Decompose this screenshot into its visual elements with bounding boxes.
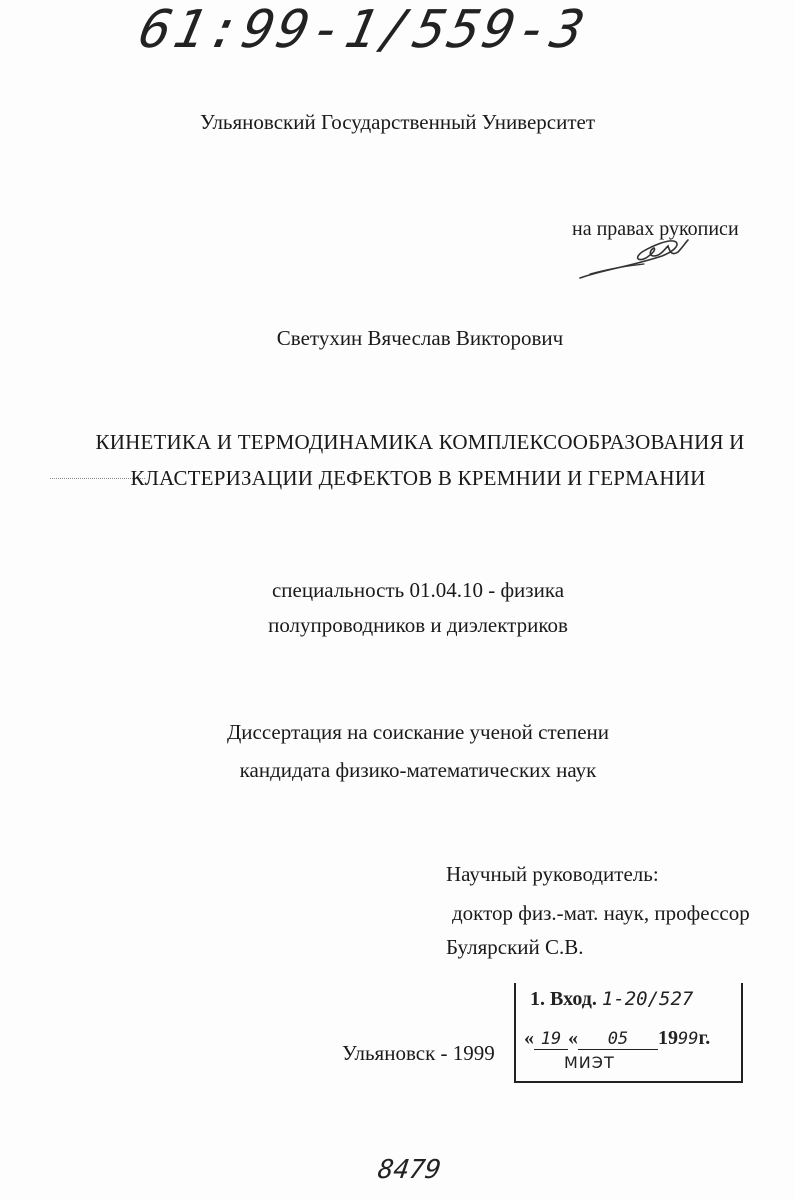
- signature-icon: [572, 228, 692, 288]
- stamp-date-open-quote: «: [524, 1027, 534, 1049]
- registration-stamp: [514, 983, 743, 1083]
- stamp-date-line: [524, 1027, 710, 1050]
- author-name: Светухин Вячеслав Викторович: [276, 326, 564, 350]
- supervisor-name: Булярский С.В.: [446, 935, 584, 959]
- handwritten-archive-code: 61:99-1/559-3: [133, 0, 593, 60]
- stamp-entry-line: [530, 988, 693, 1011]
- stamp-date-year-prefix: 19: [658, 1027, 678, 1049]
- specialty-line-1: специальность 01.04.10 - физика: [271, 578, 565, 602]
- dissertation-line-2: кандидата физико-математических наук: [239, 758, 597, 782]
- city-year: Ульяновск - 1999: [342, 1041, 495, 1065]
- handwritten-bottom-number: 8479: [375, 1155, 443, 1185]
- thesis-title-line-2: КЛАСТЕРИЗАЦИИ ДЕФЕКТОВ В КРЕМНИИ И ГЕРМАНИИ: [130, 466, 706, 490]
- stamp-bottom-border: [514, 1081, 743, 1083]
- manuscript-note: на правах рукописи: [572, 218, 739, 240]
- university-name: Ульяновский Государственный Университет: [199, 110, 596, 134]
- stamp-organization: МИЭТ: [564, 1053, 615, 1072]
- thesis-title-line-1: КИНЕТИКА И ТЕРМОДИНАМИКА КОМПЛЕКСООБРАЗОВАНИЯ И: [95, 430, 745, 454]
- stamp-entry-label: 1. Вход.: [530, 988, 597, 1010]
- stamp-entry-number: 1-20/527: [601, 988, 694, 1010]
- stamp-date-day: 19: [534, 1029, 568, 1050]
- supervisor-degree: доктор физ.-мат. наук, профессор: [452, 901, 750, 925]
- stamp-date-month: 05: [578, 1029, 658, 1050]
- supervisor-label: Научный руководитель:: [446, 862, 659, 886]
- stamp-date-close-quote: «: [568, 1027, 578, 1049]
- stamp-date-year-suffix: 99: [678, 1029, 699, 1049]
- specialty-line-2: полупроводников и диэлектриков: [268, 613, 568, 637]
- stamp-date-g: г.: [698, 1027, 711, 1049]
- dissertation-line-1: Диссертация на соискание ученой степени: [226, 720, 610, 744]
